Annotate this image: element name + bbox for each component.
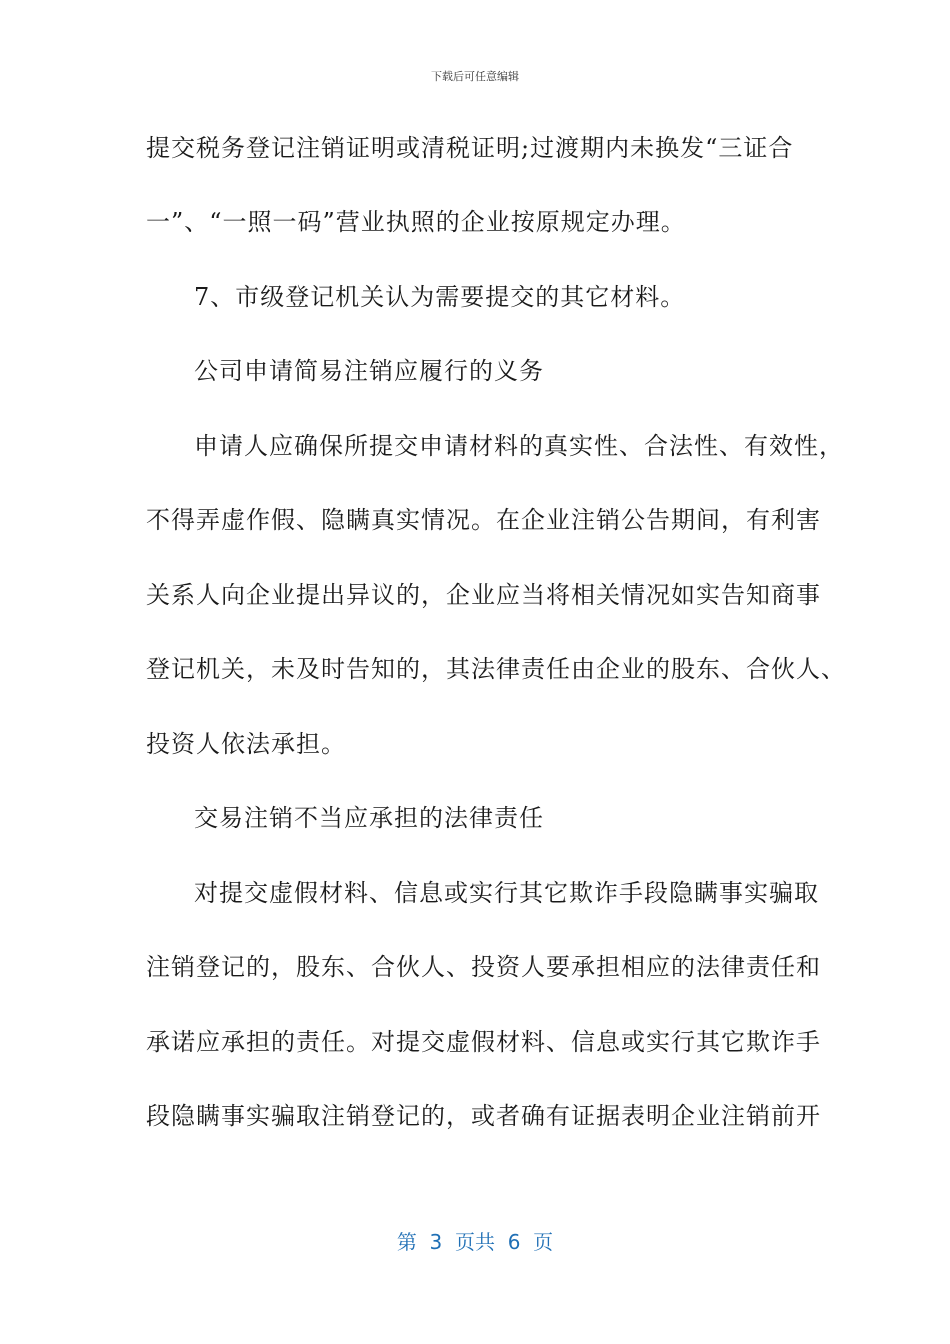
text-line-2: 一”、“一照一码”营业执照的企业按原规定办理。 <box>146 208 686 236</box>
text-line-13: 承诺应承担的责任。对提交虚假材料、信息或实行其它欺诈手 <box>146 1028 821 1056</box>
section-heading-liability: 交易注销不当应承担的法律责任 <box>194 804 544 832</box>
page-header-note: 下载后可任意编辑 <box>431 70 519 83</box>
text-line-1: 提交税务登记注销证明或清税证明;过渡期内未换发“三证合 <box>146 134 794 162</box>
text-line-6: 不得弄虚作假、隐瞒真实情况。在企业注销公告期间，有利害 <box>146 506 821 534</box>
text-line-7: 关系人向企业提出异议的，企业应当将相关情况如实告知商事 <box>146 581 821 609</box>
text-line-14: 段隐瞒事实骗取注销登记的，或者确有证据表明企业注销前开 <box>146 1102 821 1130</box>
page-number-footer: 第 3 页共 6 页 <box>396 1230 554 1254</box>
text-line-9: 投资人依法承担。 <box>146 730 346 758</box>
text-line-3: 7、市级登记机关认为需要提交的其它材料。 <box>194 283 686 311</box>
text-line-8: 登记机关，未及时告知的，其法律责任由企业的股东、合伙人、 <box>146 655 846 683</box>
text-line-11: 对提交虚假材料、信息或实行其它欺诈手段隐瞒事实骗取 <box>194 879 819 907</box>
text-line-12: 注销登记的，股东、合伙人、投资人要承担相应的法律责任和 <box>146 953 821 981</box>
text-line-5: 申请人应确保所提交申请材料的真实性、合法性、有效性， <box>194 432 844 460</box>
section-heading-obligations: 公司申请简易注销应履行的义务 <box>194 357 544 385</box>
